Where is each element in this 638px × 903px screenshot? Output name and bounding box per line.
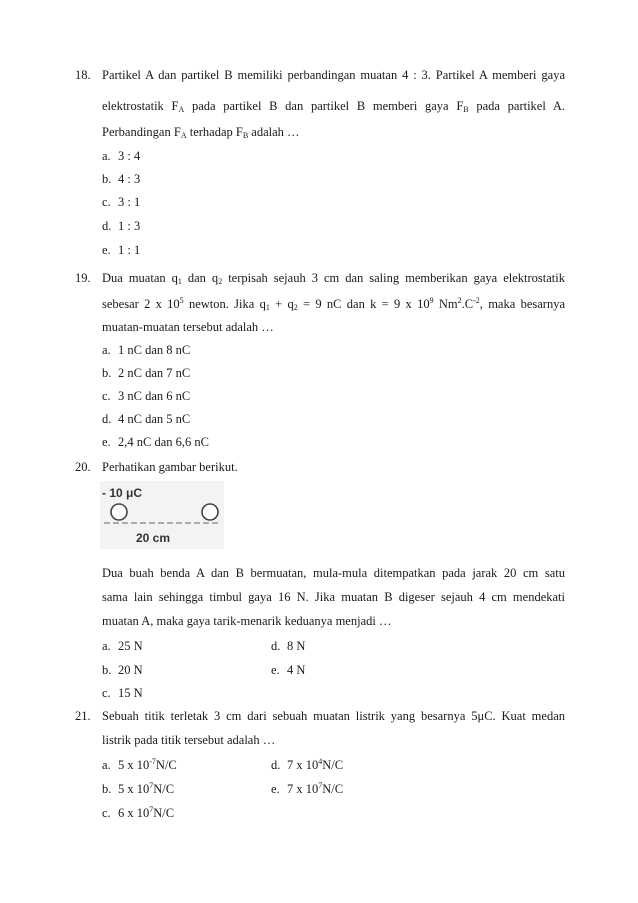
question-text-line: muatan A, maka gaya tarik-menarik keduanya menjadi …	[102, 614, 392, 628]
option-e[interactable]: e. 2,4 nC dan 6,6 nC	[102, 435, 209, 449]
question-text-line: Perbandingan $F_A$ terhadap $F_B$ adalah …	[102, 125, 300, 140]
question-text-line: elektrostatik $F_A$ pada partikel B dan partikel B memberi gaya $F_B$ pada partikel A.	[102, 99, 565, 114]
question-number: 21.	[75, 709, 91, 723]
question-text-line: sama lain sehingga timbul gaya 16 N. Jika muatan B digeser sejauh 4 cm mendekati	[102, 590, 565, 604]
charges-figure	[100, 481, 224, 549]
question-number: 20.	[75, 460, 91, 474]
question-text-line: Partikel A dan partikel B memiliki perbandingan muatan 4 : 3. Partikel A memberi gaya	[102, 68, 565, 82]
charge-a	[111, 504, 127, 520]
option-c[interactable]: c. 3 nC dan 6 nC	[102, 389, 191, 403]
option-e[interactable]: e. 4 N	[271, 663, 306, 677]
option-c[interactable]: c. 6 x $10^7N/C$	[102, 805, 175, 820]
option-a[interactable]: a. 25 N	[102, 639, 143, 653]
option-c[interactable]: c. 15 N	[102, 686, 143, 700]
question-text-line: listrik pada titik tersebut adalah …	[102, 733, 276, 747]
question-text-line: Dua muatan $q_1$ dan $q_2$ terpisah sejauh 3 cm dan saling memberikan gaya elektrostatik	[102, 271, 565, 286]
question-intro: Perhatikan gambar berikut.	[102, 460, 238, 474]
distance-label: 20 cm	[136, 531, 171, 545]
question-text-line: Sebuah titik terletak 3 cm dari sebuah muatan listrik yang besarnya 5μC. Kuat medan	[102, 709, 565, 723]
charges-diagram	[100, 481, 224, 549]
question-text-line: Dua buah benda A dan B bermuatan, mula-mula ditempatkan pada jarak 20 cm satu	[102, 566, 565, 580]
option-d[interactable]: d. 4 nC dan 5 nC	[102, 412, 191, 426]
option-a[interactable]: a. 1 nC dan 8 nC	[102, 343, 191, 357]
question-text-line: muatan-muatan tersebut adalah …	[102, 320, 274, 334]
option-e[interactable]: e. 1 : 1	[102, 243, 141, 257]
option-c[interactable]: c. 3 : 1	[102, 195, 141, 209]
option-b[interactable]: b. 2 nC dan 7 nC	[102, 366, 191, 380]
option-e[interactable]: e. 7 x $10^7N/C$	[271, 781, 344, 796]
question-number: 19.	[75, 271, 91, 285]
charge-label: - 10 μC	[102, 486, 143, 500]
option-d[interactable]: d. 8 N	[271, 639, 306, 653]
option-b[interactable]: b. 5 x $10^7N/C$	[102, 781, 175, 796]
charge-b	[202, 504, 218, 520]
option-b[interactable]: b. 20 N	[102, 663, 143, 677]
option-a[interactable]: a. 5 x $10^{-7}N/C$	[102, 757, 177, 772]
question-text-line: sebesar 2 x $10^5$ newton. Jika $q_1 + q_2 = 9$ nC dan k = 9 x $10^9$ $Nm^2.C^{-2}$, maka besarnya	[102, 296, 565, 312]
option-d[interactable]: d. 1 : 3	[102, 219, 141, 233]
option-d[interactable]: d. 7 x $10^4N/C$	[271, 757, 344, 772]
question-number: 18.	[75, 68, 91, 82]
option-a[interactable]: a. 3 : 4	[102, 149, 141, 163]
option-b[interactable]: b. 4 : 3	[102, 172, 141, 186]
